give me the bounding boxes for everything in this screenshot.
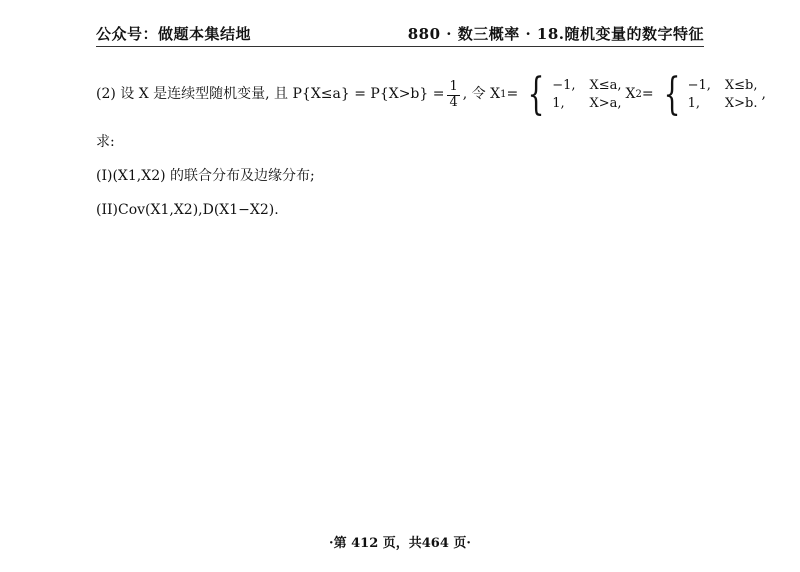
x2-case2-condition: X>b. <box>724 96 758 111</box>
part-1-text: (I)(X1,X2) 的联合分布及边缘分布; <box>96 168 315 185</box>
problem-content <box>96 69 766 222</box>
fraction-denominator: 4 <box>449 94 458 110</box>
x2-case1-condition: X≤b, <box>724 78 758 94</box>
x2-label: X <box>625 86 636 103</box>
trailing-comma: , <box>761 86 766 103</box>
x1-case2-value: 1, <box>552 96 565 111</box>
part-2-text: (II)Cov(X1,X2),D(X1−X2). <box>96 202 279 219</box>
fraction-numerator: 1 <box>449 79 458 95</box>
page-footer <box>0 532 800 551</box>
header-right: 880 · 数三概率 · 18.随机变量的数字特征 <box>407 25 704 43</box>
ask-line <box>96 132 708 154</box>
problem-intro: (2) 设 X 是连续型随机变量, 且 P{X≤a} = P{X>b} = <box>96 86 445 103</box>
x2-piecewise <box>658 69 758 120</box>
x2-case1-value: −1, <box>687 78 711 94</box>
x2-cases <box>688 77 758 112</box>
x1-case2-condition: X>a, <box>589 96 622 111</box>
header-rule <box>96 46 704 47</box>
header-left: 公众号：做题本集结地 <box>96 25 252 43</box>
x1-cases <box>552 77 621 112</box>
equals-sign: = <box>506 86 519 103</box>
equals-sign-2: = <box>641 86 654 103</box>
x1-case1-value: −1, <box>552 78 576 94</box>
x2-subscript: 2 <box>635 89 642 100</box>
x1-case1-condition: X≤a, <box>589 78 622 94</box>
fraction <box>447 80 459 110</box>
x1-piecewise <box>522 69 622 120</box>
x2-case2-value: 1, <box>687 96 701 111</box>
part-2 <box>96 200 708 222</box>
page-header <box>96 22 704 44</box>
x2-brace: { <box>663 69 681 120</box>
x1-brace: { <box>527 69 545 120</box>
part-1 <box>96 166 708 188</box>
problem-statement <box>96 69 766 120</box>
ask-text: 求: <box>96 134 115 151</box>
let-text: , 令 X <box>462 86 501 103</box>
page-number: ·第 412 页，共464 页· <box>329 536 471 551</box>
x1-subscript: 1 <box>500 89 507 100</box>
